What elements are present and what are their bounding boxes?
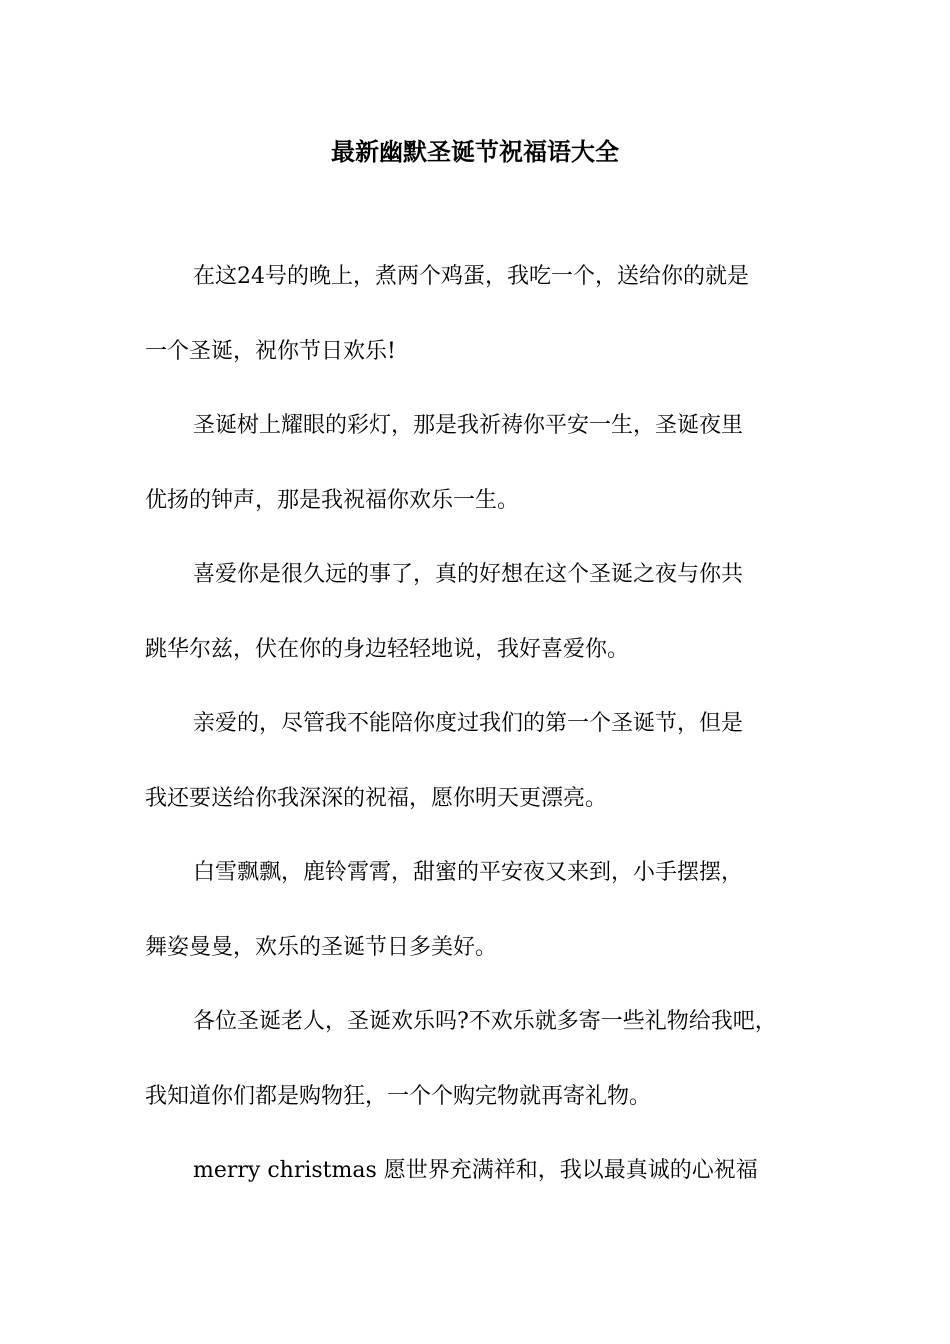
paragraph-6-line-2: 我知道你们都是购物狂，一个个购完物就再寄礼物。 [145,1084,652,1109]
paragraph-5-line-1: 白雪飘飘，鹿铃霄霄，甜蜜的平安夜又来到，小手摆摆， [193,860,744,885]
paragraph-5-line-2: 舞姿曼曼，欢乐的圣诞节日多美好。 [145,935,498,960]
paragraph-4-line-2: 我还要送给你我深深的祝福，愿你明天更漂亮。 [145,786,608,811]
paragraph-7-line-1: merry christmas 愿世界充满祥和，我以最真诚的心祝福 [193,1158,758,1183]
paragraph-2-line-1: 圣诞树上耀眼的彩灯，那是我祈祷你平安一生，圣诞夜里 [193,413,744,438]
paragraph-3-line-2: 跳华尔兹，伏在你的身边轻轻地说，我好喜爱你。 [145,637,630,662]
paragraph-1-line-1: 在这24号的晚上，煮两个鸡蛋，我吃一个，送给你的就是 [193,264,749,289]
paragraph-1-line-2: 一个圣诞，祝你节日欢乐! [145,339,396,364]
paragraph-4-line-1: 亲爱的，尽管我不能陪你度过我们的第一个圣诞节，但是 [193,711,744,736]
paragraph-2-line-2: 优扬的钟声，那是我祝福你欢乐一生。 [145,488,520,513]
paragraph-6-line-1: 各位圣诞老人，圣诞欢乐吗?不欢乐就多寄一些礼物给我吧， [193,1009,777,1034]
paragraph-3-line-1: 喜爱你是很久远的事了，真的好想在这个圣诞之夜与你共 [193,562,744,587]
document-title: 最新幽默圣诞节祝福语大全 [331,137,619,166]
